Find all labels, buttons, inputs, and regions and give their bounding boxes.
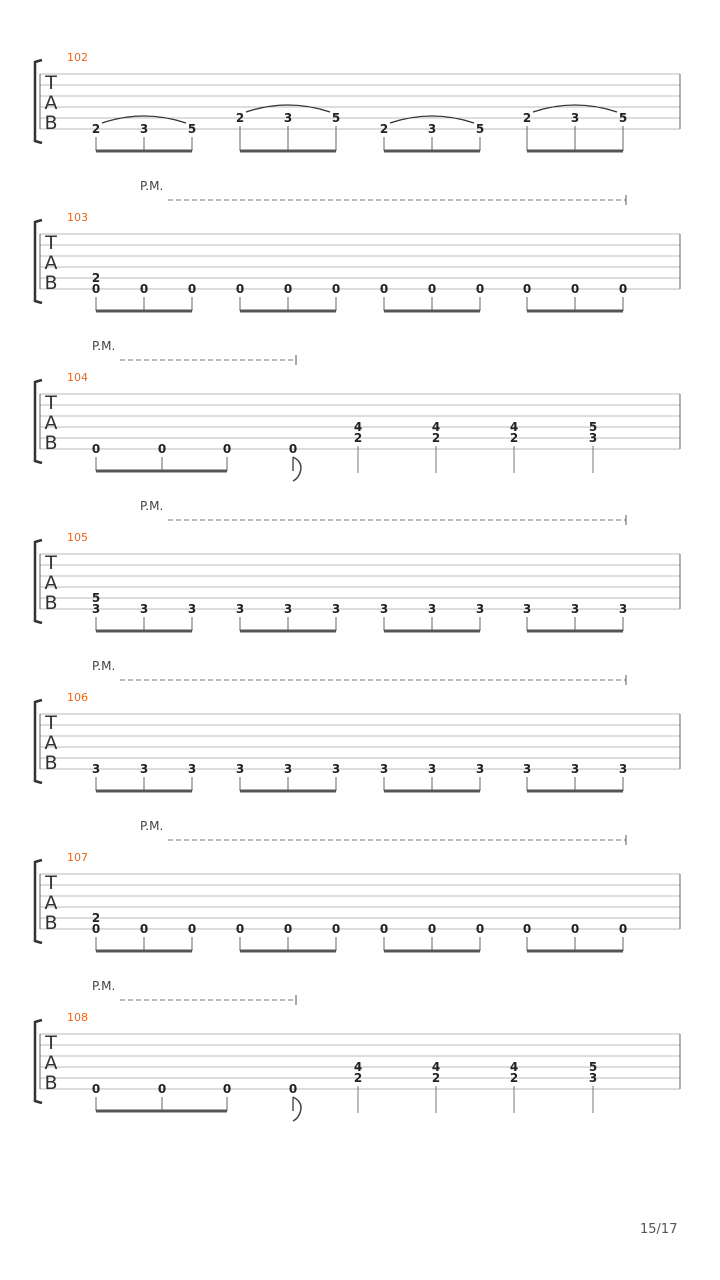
note-flag [293,457,301,481]
tab-system-103 [35,179,680,311]
fret-number: 5 [91,591,101,605]
fret-number: 3 [379,602,389,616]
fret-number: 5 [475,122,485,136]
fret-number: 2 [91,122,101,136]
fret-number: 3 [427,762,437,776]
fret-number: 3 [522,762,532,776]
tab-letter-b: B [44,592,58,614]
fret-number: 5 [187,122,197,136]
tab-system-104 [35,339,680,481]
fret-number: 0 [139,282,149,296]
fret-number: 0 [427,282,437,296]
fret-number: 0 [288,1082,298,1096]
tab-letter-a: A [44,412,58,434]
system-bracket [35,60,42,143]
fret-number: 4 [353,1060,363,1074]
system-bracket [35,1020,42,1103]
fret-number: 2 [379,122,389,136]
fret-number: 0 [157,1082,167,1096]
tab-letter-a: A [44,732,58,754]
fret-number: 0 [475,282,485,296]
fret-number: 2 [91,271,101,285]
tab-letter-t: T [45,872,57,894]
fret-number: 3 [283,111,293,125]
measure-number: 104 [67,371,88,384]
fret-number: 2 [353,1071,363,1085]
fret-number: 3 [379,762,389,776]
fret-number: 3 [139,122,149,136]
fret-number: 0 [139,922,149,936]
fret-number: 5 [618,111,628,125]
tab-system-106 [35,659,680,791]
system-bracket [35,700,42,783]
tab-letter-a: A [44,572,58,594]
fret-number: 3 [475,762,485,776]
tab-system-105 [35,499,680,631]
fret-number: 0 [288,442,298,456]
tab-letter-t: T [45,72,57,94]
fret-number: 3 [235,762,245,776]
fret-number: 3 [235,602,245,616]
tab-letter-a: A [44,892,58,914]
fret-number: 4 [509,1060,519,1074]
system-bracket [35,540,42,623]
fret-number: 5 [588,420,598,434]
fret-number: 3 [427,122,437,136]
fret-number: 0 [283,282,293,296]
fret-number: 0 [522,922,532,936]
tab-letter-t: T [45,552,57,574]
fret-number: 0 [222,442,232,456]
fret-number: 0 [331,282,341,296]
fret-number: 3 [570,602,580,616]
measure-number: 103 [67,211,88,224]
fret-number: 0 [427,922,437,936]
fret-number: 0 [331,922,341,936]
fret-number: 3 [618,762,628,776]
tab-letter-a: A [44,1052,58,1074]
fret-number: 3 [427,602,437,616]
fret-number: 0 [283,922,293,936]
tab-system-107 [35,819,680,951]
fret-number: 3 [331,602,341,616]
palm-mute-label: P.M. [92,979,116,993]
tab-letter-b: B [44,112,58,134]
fret-number: 3 [139,602,149,616]
fret-number: 3 [91,602,101,616]
fret-number: 2 [431,431,441,445]
tab-letter-t: T [45,392,57,414]
fret-number: 3 [331,762,341,776]
fret-number: 0 [91,922,101,936]
tab-letter-b: B [44,272,58,294]
fret-number: 2 [509,1071,519,1085]
fret-number: 0 [235,922,245,936]
fret-number: 3 [522,602,532,616]
fret-number: 3 [187,762,197,776]
tab-letter-a: A [44,252,58,274]
fret-number: 0 [618,282,628,296]
fret-number: 4 [353,420,363,434]
fret-number: 0 [475,922,485,936]
fret-number: 0 [91,442,101,456]
fret-number: 4 [509,420,519,434]
fret-number: 2 [235,111,245,125]
fret-number: 3 [187,602,197,616]
fret-number: 0 [379,282,389,296]
fret-number: 0 [187,922,197,936]
fret-number: 3 [570,111,580,125]
fret-number: 5 [331,111,341,125]
tab-letter-t: T [45,232,57,254]
fret-number: 3 [588,1071,598,1085]
fret-number: 3 [283,602,293,616]
tab-system-108 [35,979,680,1121]
palm-mute-label: P.M. [140,499,164,513]
measure-number: 108 [67,1011,88,1024]
fret-number: 4 [431,420,441,434]
fret-number: 0 [570,922,580,936]
system-bracket [35,860,42,943]
fret-number: 2 [353,431,363,445]
system-bracket [35,220,42,303]
fret-number: 5 [588,1060,598,1074]
measure-number: 105 [67,531,88,544]
fret-number: 0 [157,442,167,456]
palm-mute-label: P.M. [92,339,116,353]
fret-number: 2 [509,431,519,445]
fret-number: 0 [91,1082,101,1096]
fret-number: 4 [431,1060,441,1074]
fret-number: 3 [91,762,101,776]
fret-number: 0 [91,282,101,296]
fret-number: 0 [379,922,389,936]
palm-mute-label: P.M. [92,659,116,673]
measure-number: 102 [67,51,88,64]
fret-number: 3 [139,762,149,776]
fret-number: 3 [618,602,628,616]
fret-number: 0 [222,1082,232,1096]
fret-number: 2 [91,911,101,925]
fret-number: 3 [475,602,485,616]
page-number: 15/17 [640,1222,678,1237]
fret-number: 3 [283,762,293,776]
tab-system-102 [35,51,680,151]
fret-number: 2 [522,111,532,125]
tab-letter-t: T [45,1032,57,1054]
fret-number: 0 [570,282,580,296]
fret-number: 2 [431,1071,441,1085]
fret-number: 0 [522,282,532,296]
fret-number: 0 [187,282,197,296]
system-bracket [35,380,42,463]
palm-mute-label: P.M. [140,819,164,833]
tab-letter-b: B [44,432,58,454]
tab-letter-t: T [45,712,57,734]
note-flag [293,1097,301,1121]
fret-number: 3 [570,762,580,776]
tab-letter-a: A [44,92,58,114]
measure-number: 106 [67,691,88,704]
tab-letter-b: B [44,752,58,774]
fret-number: 3 [588,431,598,445]
tab-letter-b: B [44,1072,58,1094]
fret-number: 0 [618,922,628,936]
measure-number: 107 [67,851,88,864]
palm-mute-label: P.M. [140,179,164,193]
fret-number: 0 [235,282,245,296]
tab-letter-b: B [44,912,58,934]
